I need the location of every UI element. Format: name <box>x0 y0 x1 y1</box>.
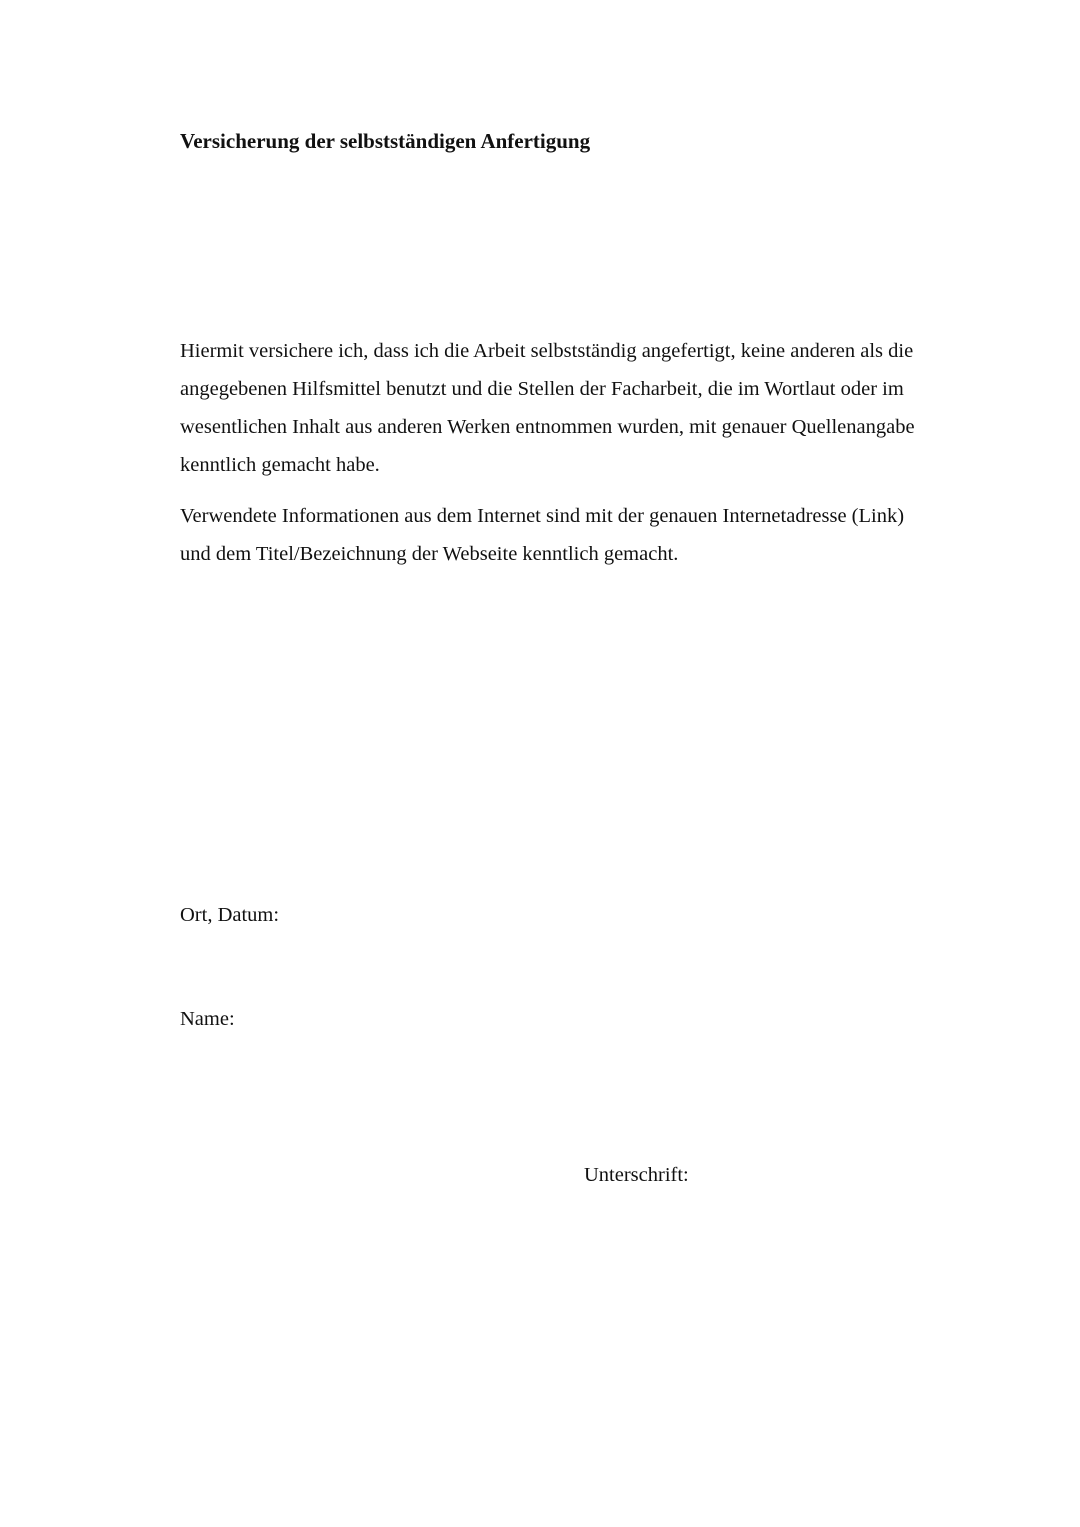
paragraph-line: Verwendete Informationen aus dem Internet sind mit der genauen Internetadresse (Link) <box>180 505 905 527</box>
place-date-label: Ort, Datum: <box>180 904 280 926</box>
declaration-paragraph <box>180 338 955 490</box>
paragraph-line: angegebenen Hilfsmittel benutzt und die Stellen der Facharbeit, die im Wortlaut oder im <box>180 378 904 400</box>
paragraph-line: wesentlichen Inhalt aus anderen Werken entnommen wurden, mit genauer Quellenangabe <box>180 416 915 438</box>
paragraph-line: kenntlich gemacht habe. <box>180 454 380 476</box>
document-title: Versicherung der selbstständigen Anfertigung <box>180 129 591 153</box>
paragraph-line: und dem Titel/Bezeichnung der Webseite kenntlich gemacht. <box>180 543 679 565</box>
signature-label: Unterschrift: <box>584 1164 689 1186</box>
internet-sources-paragraph <box>180 503 955 579</box>
paragraph-line: Hiermit versichere ich, dass ich die Arbeit selbstständig angefertigt, keine anderen als die <box>180 340 914 362</box>
name-label: Name: <box>180 1008 235 1030</box>
